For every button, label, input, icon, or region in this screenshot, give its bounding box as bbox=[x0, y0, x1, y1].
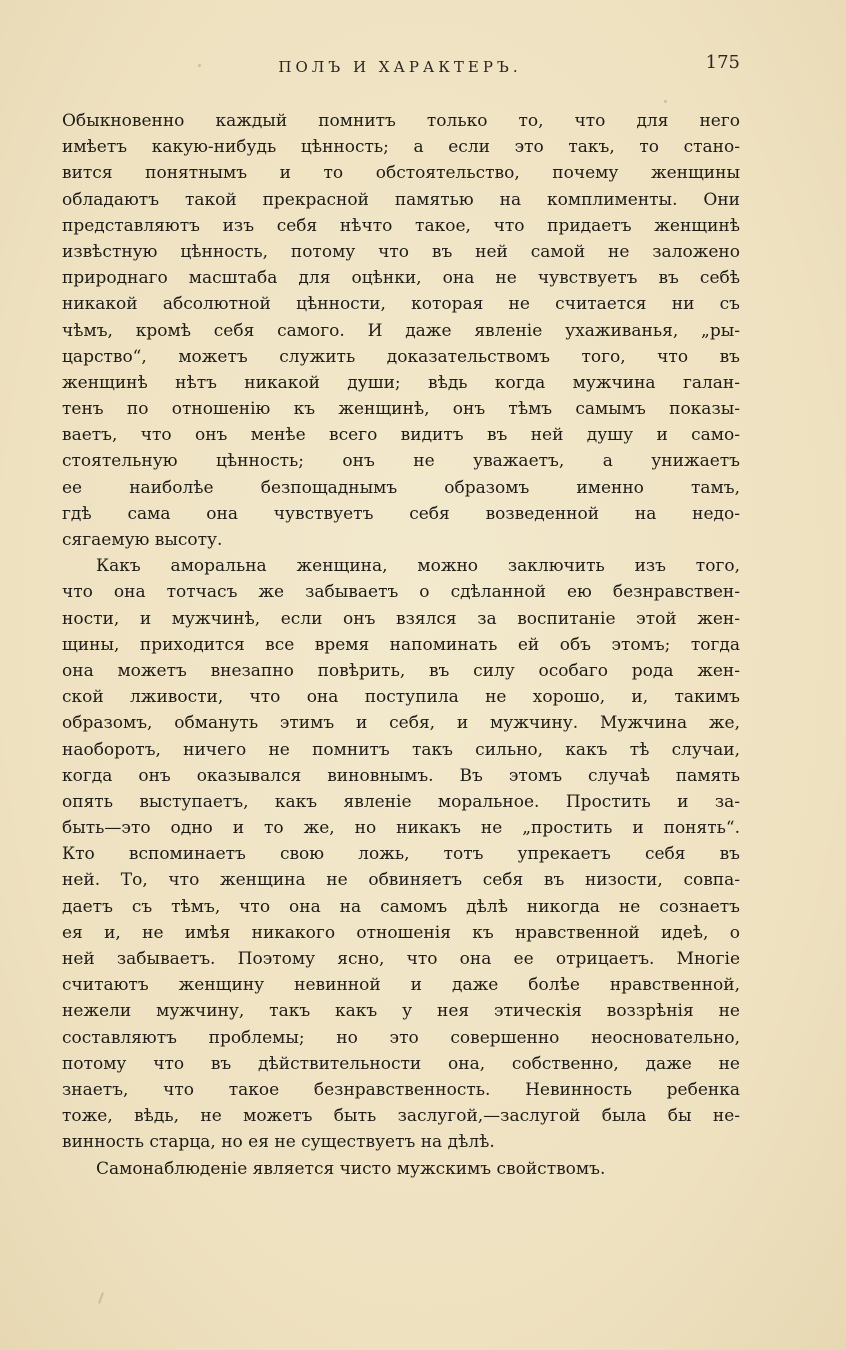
text-line: когда онъ оказывался виновнымъ. Въ этомъ случаѣ память bbox=[62, 765, 740, 786]
text-line: знаетъ, что такое безнравственность. Невинность ребенка bbox=[62, 1079, 740, 1100]
text-line: имѣетъ какую-нибудь цѣнность; а если это такъ, то стано- bbox=[62, 137, 740, 158]
page-number: 175 bbox=[705, 52, 740, 73]
text-line: составляютъ проблемы; но это совершенно неосновательно, bbox=[62, 1027, 740, 1048]
text-line: стоятельную цѣнность; онъ не уважаетъ, а унижаетъ bbox=[62, 451, 740, 472]
text-line: женщинѣ нѣтъ никакой души; вѣдь когда мужчина галан- bbox=[62, 372, 740, 393]
text-line: тенъ по отношенію къ женщинѣ, онъ тѣмъ самымъ показы- bbox=[62, 399, 740, 420]
text-line: ней. То, что женщина не обвиняетъ себя въ низости, совпа- bbox=[62, 870, 740, 891]
text-line: Самонаблюденіе является чисто мужскимъ свойствомъ. bbox=[96, 1158, 606, 1179]
text-line: обладаютъ такой прекрасной памятью на комплименты. Они bbox=[62, 189, 740, 210]
text-line: никакой абсолютной цѣнности, которая не считается ни съ bbox=[62, 294, 740, 315]
text-line: гдѣ сама она чувствуетъ себя возведенной на недо- bbox=[62, 503, 740, 524]
text-line: Обыкновенно каждый помнитъ только то, что для него bbox=[62, 111, 740, 131]
text-line: сягаемую высоту. bbox=[62, 530, 223, 550]
text-line: считаютъ женщину невинной и даже болѣе нравственной, bbox=[62, 975, 740, 996]
text-line: извѣстную цѣнность, потому что въ ней самой не заложено bbox=[62, 241, 740, 262]
text-line: чѣмъ, кромѣ себя самого. И даже явленіе ухаживанья, „ры- bbox=[62, 320, 740, 341]
text-line: царство“, можетъ служить доказательствомъ того, что въ bbox=[62, 346, 740, 367]
text-line: ней забываетъ. Поэтому ясно, что она ее отрицаетъ. Многіе bbox=[62, 949, 740, 969]
text-line: Кто вспоминаетъ свою ложь, тотъ упрекаетъ себя въ bbox=[62, 844, 740, 865]
text-line: ея и, не имѣя никакого отношенія къ нравственной идеѣ, о bbox=[62, 922, 740, 943]
text-line: нежели мужчину, такъ какъ у нея этическія воззрѣнія не bbox=[62, 1001, 740, 1022]
paper-speck bbox=[664, 100, 667, 103]
text-line: представляютъ изъ себя нѣчто такое, что придаетъ женщинѣ bbox=[62, 215, 740, 236]
running-head-title: ПОЛЪ И ХАРАКТЕРЪ. bbox=[278, 58, 522, 76]
paper-speck bbox=[98, 1292, 104, 1304]
running-head bbox=[60, 52, 740, 78]
text-line: быть—это одно и то же, но никакъ не „простить и понять“. bbox=[62, 818, 740, 839]
text-line: потому что въ дѣйствительности она, собственно, даже не bbox=[62, 1053, 740, 1074]
text-line: природнаго масштаба для оцѣнки, она не чувствуетъ въ себѣ bbox=[62, 268, 740, 289]
text-line: тоже, вѣдь, не можетъ быть заслугой,—заслугой была бы не- bbox=[62, 1106, 740, 1127]
text-line: ваетъ, что онъ менѣе всего видитъ въ ней душу и само- bbox=[62, 425, 740, 446]
text-line: винность старца, но ея не существуетъ на дѣлѣ. bbox=[62, 1132, 495, 1153]
text-line: Какъ аморальна женщина, можно заключить изъ того, bbox=[96, 556, 740, 577]
text-line: вится понятнымъ и то обстоятельство, почему женщины bbox=[62, 163, 740, 184]
main-text bbox=[62, 108, 740, 1182]
text-line: ности, и мужчинѣ, если онъ взялся за воспитаніе этой жен- bbox=[62, 608, 740, 629]
text-line: даетъ съ тѣмъ, что она на самомъ дѣлѣ никогда не сознаетъ bbox=[62, 896, 740, 917]
text-line: образомъ, обмануть этимъ и себя, и мужчину. Мужчина же, bbox=[62, 713, 740, 734]
text-line: наоборотъ, ничего не помнитъ такъ сильно, какъ тѣ случаи, bbox=[62, 739, 740, 760]
text-line: что она тотчасъ же забываетъ о сдѣланной ею безнравствен- bbox=[62, 582, 740, 603]
text-line: ее наиболѣе безпощаднымъ образомъ именно тамъ, bbox=[62, 477, 740, 498]
text-line: опять выступаетъ, какъ явленіе моральное. Простить и за- bbox=[62, 791, 740, 812]
paper-speck bbox=[198, 64, 201, 67]
text-line: она можетъ внезапно повѣрить, въ силу особаго рода жен- bbox=[62, 660, 740, 681]
text-line: щины, приходится все время напоминать ей объ этомъ; тогда bbox=[62, 634, 740, 655]
text-line: ской лживости, что она поступила не хорошо, и, такимъ bbox=[62, 687, 740, 708]
